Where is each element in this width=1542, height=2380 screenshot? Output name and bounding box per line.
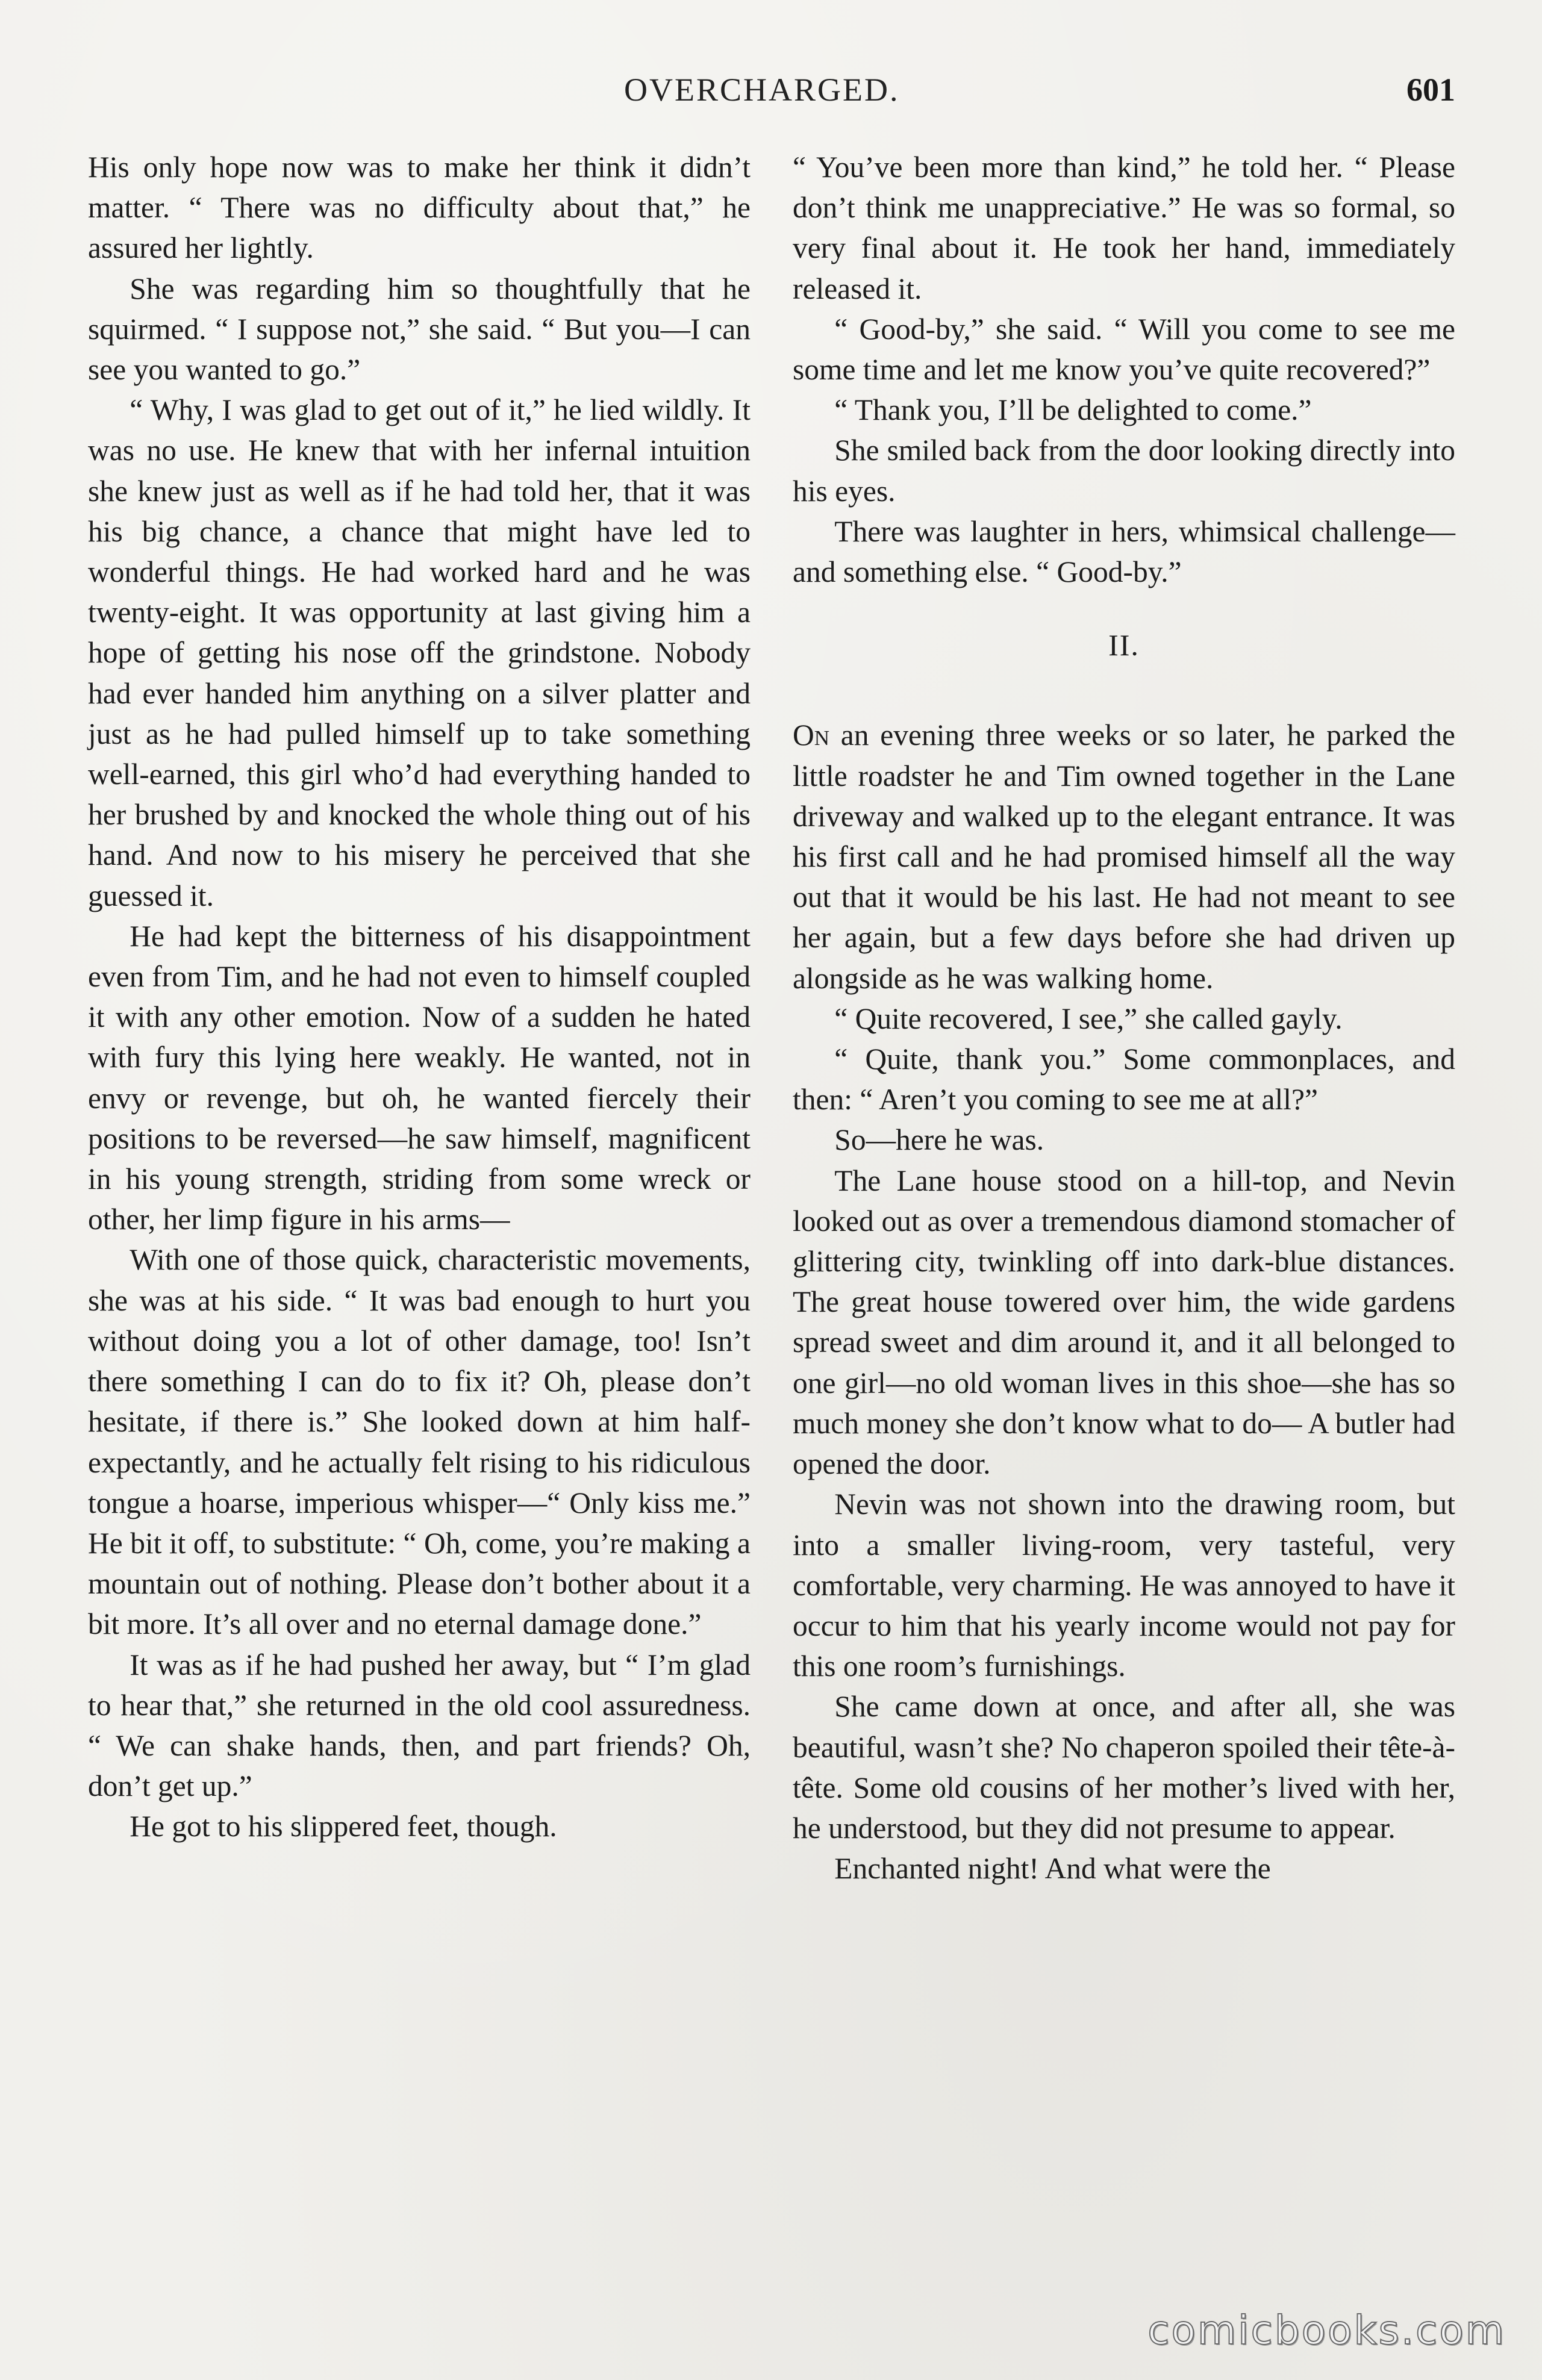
paragraph: So—here he was.	[834, 1123, 1044, 1157]
section-opening-word: On	[793, 718, 830, 752]
paragraph: It was as if he had pushed her away, but “ I’m glad to hear that,” she returned in the old cool assuredness. “ We can shake hands, then, and part friends? Oh, don’t get up.”	[88, 1648, 751, 1803]
section-heading: II.	[1108, 628, 1140, 662]
section-opening-text: an evening three weeks or so later, he parked the little roadster he and Tim owned together in the Lane driveway and walked up to the elegant entrance. It was his first call and he had promised himself all the way out that it would be his last. He had not meant to see her again, but a few days before she had driven up alongside as he was walking home.	[793, 718, 1455, 995]
section-opening-paragraph	[793, 715, 1455, 998]
paragraph: The Lane house stood on a hill-top, and Nevin looked out as over a tremendous diamond stomacher of glittering city, twinkling off into dark-blue distances. The great house towered over him, the wide gardens spread sweet and dim around it, and it all belonged to one girl—no old woman lives in this shoe—she has so much money she don’t know what to do— A butler had opened the door.	[793, 1164, 1455, 1481]
paragraph: “ Why, I was glad to get out of it,” he lied wildly. It was no use. He knew that with her infernal intuition she knew just as well as if he had told her, that it was his big chance, a chance that might have led to wonderful things. He had worked hard and he was twenty-eight. It was opportunity at last giving him a hope of getting his nose off the grindstone. Nobody had ever handed him anything on a silver platter and just as he had pulled himself up to take something well-earned, this girl who’d had everything handed to her brushed by and knocked the whole thing out of his hand. And now to his misery he perceived that she guessed it.	[88, 393, 751, 912]
paragraph: He had kept the bitterness of his disappointment even from Tim, and he had not even to himself coupled it with any other emotion. Now of a sudden he hated with fury this lying here weakly. He wanted, not in envy or revenge, but oh, he wanted fiercely their positions to be reversed—he saw himself, magnificent in his young strength, striding from some wreck or other, her limp figure in his arms—	[88, 919, 751, 1236]
paragraph: His only hope now was to make her think it didn’t matter. “ There was no difficulty about that,” he assured her lightly.	[88, 151, 751, 265]
page-number: 601	[1406, 72, 1455, 108]
right-column	[793, 147, 1455, 1889]
paragraph: “ Quite, thank you.” Some commonplaces, and then: “ Aren’t you coming to see me at all?”	[793, 1042, 1455, 1117]
paragraph: She came down at once, and after all, she was beautiful, wasn’t she? No chaperon spoiled their tête-à-tête. Some old cousins of her mother’s lived with her, he understood, but they did not presume to appear.	[793, 1690, 1455, 1845]
site-watermark: comicbooks.com	[1147, 2307, 1506, 2354]
paragraph: Enchanted night! And what were the	[834, 1852, 1271, 1886]
paragraph: “ Good-by,” she said. “ Will you come to see me some time and let me know you’ve quite recovered?”	[793, 312, 1455, 387]
paragraph: “ Thank you, I’ll be delighted to come.”	[834, 393, 1312, 427]
paragraph: He got to his slippered feet, though.	[130, 1810, 557, 1843]
paragraph: With one of those quick, characteristic movements, she was at his side. “ It was bad enough to hurt you without doing you a lot of other damage, too! Isn’t there something I can do to fix it? Oh, please don’t hesitate, if there is.” She looked down at him half-expectantly, and he actually felt rising to his ridiculous tongue a hoarse, imperious whisper—“ Only kiss me.” He bit it off, to substitute: “ Oh, come, you’re making a mountain out of nothing. Please don’t bother about it a bit more. It’s all over and no eternal damage done.”	[88, 1243, 751, 1641]
page-header	[88, 71, 1455, 119]
paragraph: “ You’ve been more than kind,” he told her. “ Please don’t think me unappreciative.” He was so formal, so very final about it. He took her hand, immediately released it.	[793, 151, 1455, 305]
paragraph: She was regarding him so thoughtfully that he squirmed. “ I suppose not,” she said. “ But you—I can see you wanted to go.”	[88, 272, 751, 387]
paragraph: There was laughter in hers, whimsical challenge—and something else. “ Good-by.”	[793, 514, 1455, 589]
paragraph: Nevin was not shown into the drawing room, but into a smaller living-room, very tasteful, very comfortable, very charming. He was annoyed to have it occur to him that his yearly income would not pay for this one room’s furnishings.	[793, 1488, 1455, 1683]
running-title: OVERCHARGED.	[624, 72, 900, 108]
paragraph: She smiled back from the door looking directly into his eyes.	[793, 434, 1455, 508]
paragraph: “ Quite recovered, I see,” she called gayly.	[834, 1002, 1343, 1035]
left-column	[88, 147, 751, 1847]
